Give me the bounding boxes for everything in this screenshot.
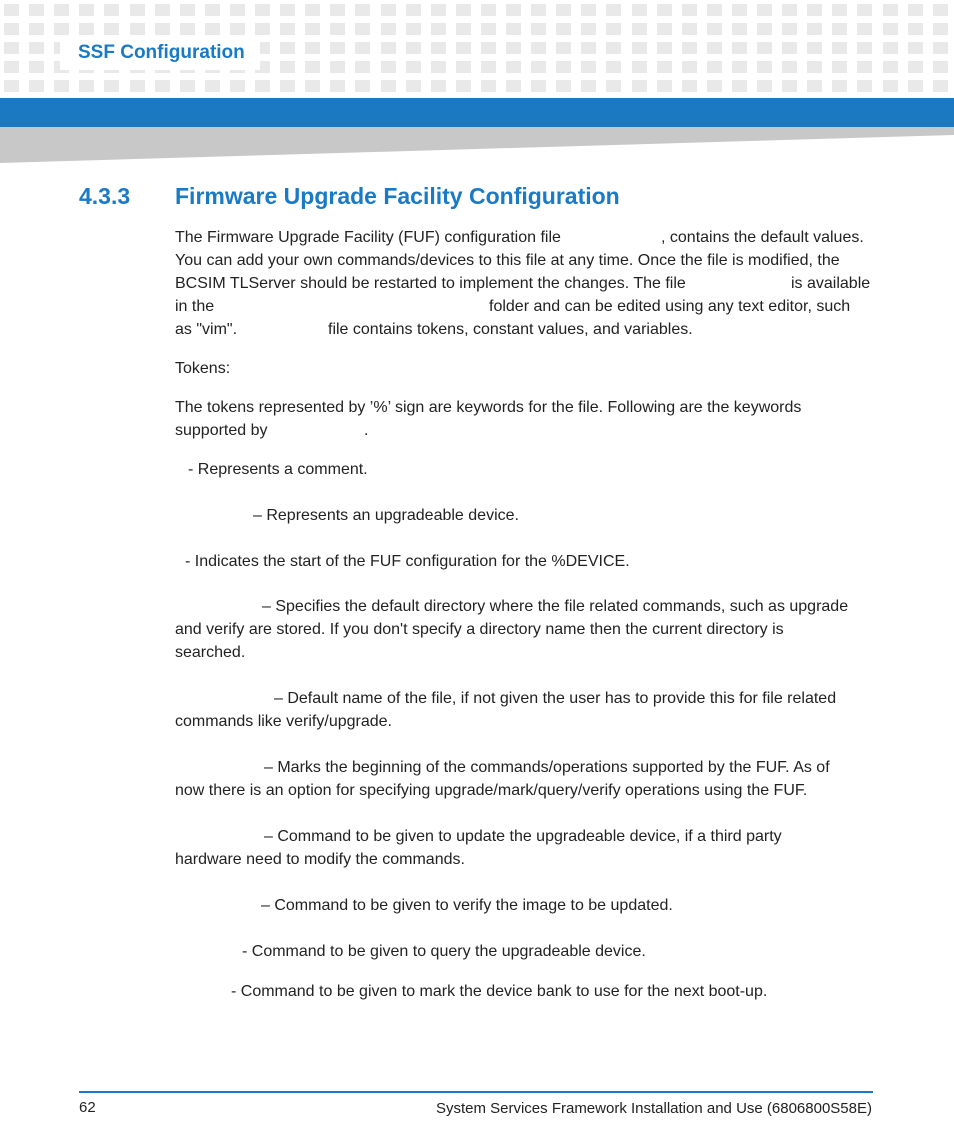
header-tile	[556, 42, 571, 54]
tokens-intro-line-2a: supported by	[175, 422, 268, 439]
header-tile	[104, 80, 119, 92]
header-tile	[757, 42, 772, 54]
header-tile	[330, 4, 345, 16]
header-tile	[632, 61, 647, 73]
header-tile	[782, 80, 797, 92]
intro-line-4a: in the	[175, 298, 215, 315]
header-tile	[757, 80, 772, 92]
header-tile	[280, 4, 295, 16]
header-tile	[381, 61, 396, 73]
header-tile	[606, 23, 621, 35]
header-tile	[381, 80, 396, 92]
keyword-text: - Indicates the start of the FUF configuration for the %DEVICE.	[185, 553, 630, 570]
tokens-intro-line-1: The tokens represented by ’%’ sign are keywords for the file. Following are the keywords	[175, 399, 802, 416]
header-tile	[481, 42, 496, 54]
header-tile	[4, 23, 19, 35]
header-tile	[54, 23, 69, 35]
header-tile	[883, 23, 898, 35]
header-tile	[456, 42, 471, 54]
header-tile	[933, 23, 948, 35]
header-tile	[381, 4, 396, 16]
header-tile	[481, 80, 496, 92]
header-tile	[581, 23, 596, 35]
header-tile	[305, 42, 320, 54]
keyword-text: hardware need to modify the commands.	[175, 851, 465, 868]
running-header	[60, 38, 260, 70]
header-tile	[4, 4, 19, 16]
header-tile	[807, 42, 822, 54]
tokens-label: Tokens:	[175, 360, 231, 377]
header-tile	[456, 61, 471, 73]
header-tile	[330, 42, 345, 54]
header-tile	[531, 61, 546, 73]
header-tile	[908, 61, 923, 73]
keyword-text: - Command to be given to mark the device bank to use for the next boot-up.	[231, 983, 768, 1000]
header-tile	[481, 23, 496, 35]
header-tile	[305, 61, 320, 73]
header-tile	[431, 80, 446, 92]
header-tile	[481, 4, 496, 16]
footer-rule	[79, 1091, 873, 1093]
header-tile	[305, 23, 320, 35]
header-tile	[381, 42, 396, 54]
intro-line-1b: , contains the default values.	[661, 229, 864, 246]
header-tile	[330, 23, 345, 35]
header-tile	[531, 4, 546, 16]
header-tile	[732, 61, 747, 73]
header-tile	[832, 23, 847, 35]
keyword-text: – Represents an upgradeable device.	[253, 507, 519, 524]
header-tile	[431, 4, 446, 16]
keyword-text: – Default name of the file, if not given the user has to provide this for file related	[274, 690, 837, 707]
keyword-text: – Command to be given to update the upgradeable device, if a third party	[264, 828, 782, 845]
keyword-text: - Command to be given to query the upgradeable device.	[242, 943, 646, 960]
header-tile	[832, 80, 847, 92]
header-tile	[130, 23, 145, 35]
header-blue-band	[0, 98, 954, 127]
header-tile	[883, 42, 898, 54]
header-tile	[29, 80, 44, 92]
intro-line-1a: The Firmware Upgrade Facility (FUF) configuration file	[175, 229, 561, 246]
header-tile	[4, 61, 19, 73]
header-tile	[531, 23, 546, 35]
header-tile	[782, 23, 797, 35]
header-tile	[883, 61, 898, 73]
header-tile	[406, 4, 421, 16]
intro-line-5a: as "vim".	[175, 321, 238, 338]
header-tile	[857, 42, 872, 54]
header-tile	[79, 23, 94, 35]
header-tile	[4, 80, 19, 92]
header-tile	[305, 4, 320, 16]
header-tile	[933, 42, 948, 54]
header-tile	[707, 23, 722, 35]
header-tile	[431, 61, 446, 73]
header-tile	[707, 4, 722, 16]
header-tile	[883, 80, 898, 92]
header-tile	[205, 4, 220, 16]
header-tile	[908, 4, 923, 16]
header-tile	[330, 61, 345, 73]
header-tile	[606, 61, 621, 73]
header-tile	[4, 42, 19, 54]
header-tile	[506, 61, 521, 73]
header-tile	[581, 4, 596, 16]
header-tile	[757, 61, 772, 73]
header-tile	[581, 61, 596, 73]
header-tile	[155, 4, 170, 16]
header-tile	[657, 80, 672, 92]
header-tile	[54, 80, 69, 92]
header-tile	[330, 80, 345, 92]
header-tile	[682, 4, 697, 16]
header-tile	[732, 4, 747, 16]
header-tile	[506, 42, 521, 54]
header-tile	[280, 80, 295, 92]
header-tile	[857, 61, 872, 73]
header-tile	[431, 42, 446, 54]
header-tile	[657, 4, 672, 16]
header-tile	[79, 4, 94, 16]
header-tile	[104, 4, 119, 16]
header-tile	[807, 80, 822, 92]
header-tile	[883, 4, 898, 16]
header-tile	[933, 4, 948, 16]
page-number: 62	[79, 1099, 96, 1116]
header-tile	[481, 61, 496, 73]
header-tile	[155, 80, 170, 92]
header-tile	[606, 80, 621, 92]
header-tile	[29, 4, 44, 16]
header-tile	[506, 23, 521, 35]
document-title: System Services Framework Installation and Use (6806800S58E)	[435, 1100, 872, 1117]
header-tile	[908, 80, 923, 92]
header-tile	[782, 4, 797, 16]
header-tile	[205, 80, 220, 92]
header-tile	[130, 4, 145, 16]
header-tile	[104, 23, 119, 35]
header-tile	[180, 4, 195, 16]
header-tile	[230, 23, 245, 35]
header-tile	[29, 23, 44, 35]
header-tile	[682, 42, 697, 54]
header-tile	[757, 4, 772, 16]
header-tile	[657, 61, 672, 73]
header-tile	[456, 80, 471, 92]
tokens-intro-line-2b: .	[364, 422, 369, 439]
header-tile	[707, 61, 722, 73]
header-tile	[155, 23, 170, 35]
header-tile	[230, 80, 245, 92]
header-tile	[180, 23, 195, 35]
header-tile	[732, 42, 747, 54]
header-gray-wedge	[0, 127, 954, 163]
header-tile	[355, 23, 370, 35]
header-tile	[933, 61, 948, 73]
header-tile	[280, 61, 295, 73]
header-tile	[406, 23, 421, 35]
header-tile	[355, 80, 370, 92]
header-tile	[632, 4, 647, 16]
header-tile	[79, 80, 94, 92]
header-tile	[355, 61, 370, 73]
keyword-text: - Represents a comment.	[188, 461, 368, 478]
header-tile	[632, 80, 647, 92]
header-tile	[632, 42, 647, 54]
keyword-text: now there is an option for specifying upgrade/mark/query/verify operations using the FUF.	[175, 782, 808, 799]
header-tile	[531, 80, 546, 92]
header-tile	[29, 61, 44, 73]
header-tile	[757, 23, 772, 35]
intro-line-3b: is available	[791, 275, 871, 292]
header-tile	[456, 23, 471, 35]
header-tile	[255, 4, 270, 16]
header-tile	[832, 61, 847, 73]
keyword-text: and verify are stored. If you don't specify a directory name then the current directory is	[175, 621, 784, 638]
header-tile	[456, 4, 471, 16]
header-tile	[682, 23, 697, 35]
header-tile	[807, 61, 822, 73]
header-tile	[732, 23, 747, 35]
header-tile	[255, 80, 270, 92]
header-tile	[682, 80, 697, 92]
header-tile	[782, 61, 797, 73]
header-tile	[657, 42, 672, 54]
intro-line-5b: file contains tokens, constant values, and variables.	[328, 321, 693, 338]
header-tile	[857, 4, 872, 16]
header-tile	[657, 23, 672, 35]
section-title: Firmware Upgrade Facility Configuration	[175, 183, 620, 209]
header-tile	[782, 42, 797, 54]
header-tile	[857, 80, 872, 92]
header-tile	[431, 23, 446, 35]
header-tile	[908, 42, 923, 54]
header-tile	[908, 23, 923, 35]
header-tile	[807, 4, 822, 16]
intro-line-2: You can add your own commands/devices to this file at any time. Once the file is modified, the	[175, 252, 840, 269]
header-tile	[556, 80, 571, 92]
header-tile	[606, 42, 621, 54]
header-tile	[556, 23, 571, 35]
header-tile	[682, 61, 697, 73]
header-tile	[406, 80, 421, 92]
header-tile	[130, 80, 145, 92]
header-tile	[305, 80, 320, 92]
keyword-text: – Specifies the default directory where the file related commands, such as upgrade	[262, 598, 849, 615]
header-tile	[857, 23, 872, 35]
header-tile	[556, 4, 571, 16]
header-tile	[355, 42, 370, 54]
header-tile	[632, 23, 647, 35]
header-tile	[707, 42, 722, 54]
keyword-text: commands like verify/upgrade.	[175, 713, 392, 730]
keyword-text: searched.	[175, 644, 246, 661]
header-tile	[506, 80, 521, 92]
header-tile	[581, 42, 596, 54]
header-tile	[381, 23, 396, 35]
header-tile	[180, 80, 195, 92]
header-tile	[280, 42, 295, 54]
header-tile	[406, 42, 421, 54]
header-tile	[707, 80, 722, 92]
section-heading	[79, 183, 620, 210]
header-tile	[54, 4, 69, 16]
intro-line-4b: folder and can be edited using any text editor, such	[489, 298, 851, 315]
header-tile	[406, 61, 421, 73]
intro-line-3a: BCSIM TLServer should be restarted to implement the changes. The file	[175, 275, 686, 292]
header-tile	[29, 42, 44, 54]
header-tile	[205, 23, 220, 35]
header-tile	[606, 4, 621, 16]
header-tile	[832, 4, 847, 16]
header-tile	[280, 23, 295, 35]
header-tile	[732, 80, 747, 92]
header-tile	[556, 61, 571, 73]
header-tile	[230, 4, 245, 16]
header-tile	[355, 4, 370, 16]
header-tile	[581, 80, 596, 92]
header-tile	[531, 42, 546, 54]
header-tile	[807, 23, 822, 35]
section-number: 4.3.3	[79, 183, 131, 209]
header-tile	[506, 4, 521, 16]
running-header-title: SSF Configuration	[78, 42, 245, 63]
header-tile	[933, 80, 948, 92]
header-tile	[255, 23, 270, 35]
keyword-text: – Marks the beginning of the commands/operations supported by the FUF. As of	[264, 759, 830, 776]
keyword-text: – Command to be given to verify the image to be updated.	[261, 897, 673, 914]
header-tile	[832, 42, 847, 54]
